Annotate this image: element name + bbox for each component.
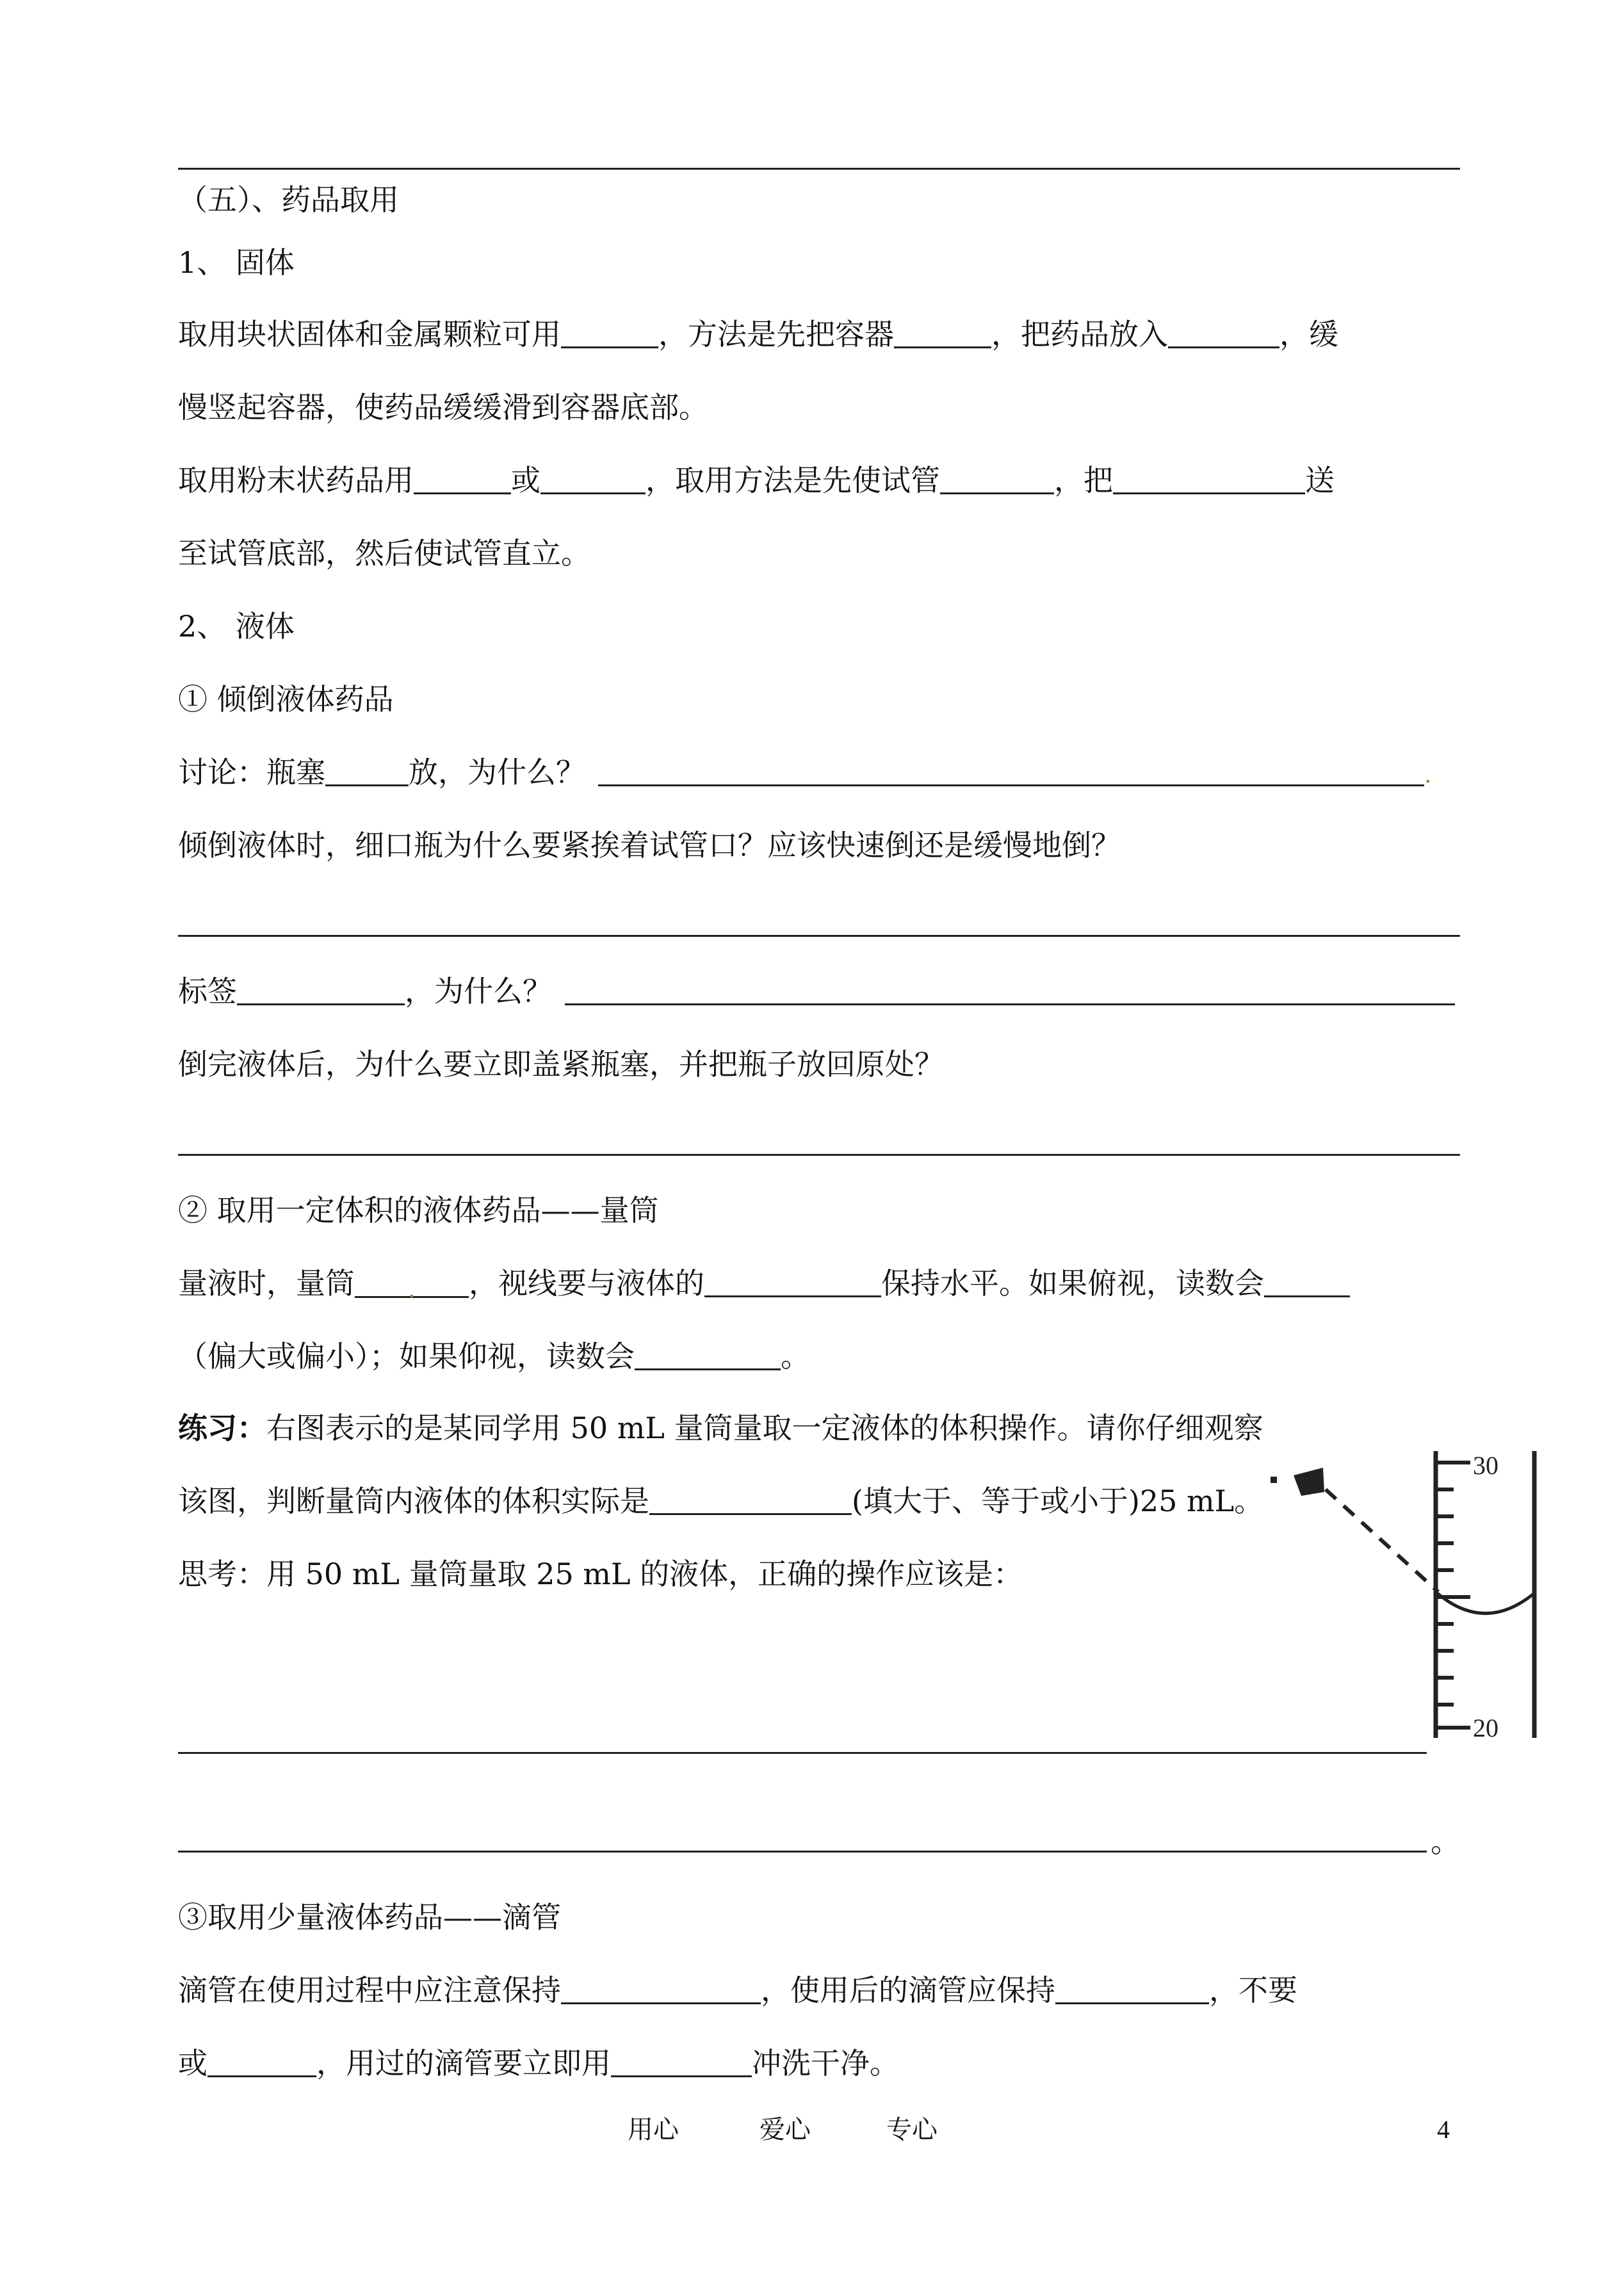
cylinder-heading: ② 取用一定体积的液体药品——量筒 bbox=[178, 1193, 659, 1228]
section-title: （五）、药品取用 bbox=[178, 182, 399, 217]
tick-label-30: 30 bbox=[1473, 1451, 1498, 1480]
blank-label-direction[interactable] bbox=[237, 975, 405, 1005]
blank-put-into[interactable] bbox=[1168, 318, 1279, 348]
blank-looking-up-reading[interactable] bbox=[635, 1340, 781, 1370]
label-line: 标签 ，为什么？ bbox=[178, 972, 1460, 1013]
eye-dot-icon bbox=[1271, 1477, 1277, 1483]
solid-line-1: 取用块状固体和金属颗粒可用 ，方法是先把容器 ，把药品放入 ，缓 bbox=[178, 317, 1338, 352]
solid-line-2: 慢竖起容器，使药品缓缓滑到容器底部。 bbox=[178, 390, 708, 425]
liquid-heading: 2、 液体 bbox=[178, 609, 295, 644]
blank-stopper-placement[interactable] bbox=[325, 756, 409, 786]
pour-question-2: 倒完液体后，为什么要立即盖紧瓶塞，并把瓶子放回原处？ bbox=[178, 1047, 944, 1082]
footer-motto-2: 爱心 bbox=[759, 2115, 811, 2145]
exercise-line-1: 练习：右图表示的是某同学用 50 mL 量筒量取一定液体的体积操作。请你仔细观察 bbox=[178, 1411, 1263, 1445]
measure-line-2: （偏大或偏小）；如果仰视，读数会 。 bbox=[178, 1339, 810, 1374]
blank-powder-tool-1[interactable] bbox=[414, 464, 511, 494]
blank-solid-tool[interactable] bbox=[561, 318, 658, 348]
answer-line-think-1[interactable] bbox=[178, 1752, 1427, 1754]
think-end-mark: 。 bbox=[1431, 1824, 1460, 1859]
blank-cylinder-placement[interactable]: . bbox=[355, 1268, 469, 1298]
tick-label-20: 20 bbox=[1473, 1714, 1498, 1742]
blank-dropper-avoid[interactable] bbox=[207, 2047, 316, 2077]
page-number: 4 bbox=[1437, 2115, 1450, 2144]
pour-question-1: 倾倒液体时，细口瓶为什么要紧挨着试管口？应该快速倒还是缓慢地倒？ bbox=[178, 828, 1121, 863]
solid-line-3: 取用粉末状药品用 或 ，取用方法是先使试管 ，把 送 bbox=[178, 463, 1335, 498]
header-rule bbox=[178, 168, 1460, 170]
dropper-heading: ③取用少量液体药品——滴管 bbox=[178, 1900, 561, 1934]
blank-actual-volume[interactable] bbox=[649, 1485, 852, 1515]
answer-line-think-2[interactable] bbox=[178, 1851, 1427, 1853]
blank-liquid-level[interactable] bbox=[704, 1267, 881, 1297]
blank-dropper-after-use[interactable] bbox=[1055, 1974, 1209, 2004]
solid-line-4: 至试管底部，然后使试管直立。 bbox=[178, 536, 590, 571]
blank-discuss-reason[interactable] bbox=[598, 756, 1424, 786]
blank-tube-position[interactable] bbox=[940, 464, 1054, 494]
dashed-sight-line bbox=[1326, 1489, 1438, 1592]
dropper-line-1: 滴管在使用过程中应注意保持 ，使用后的滴管应保持 ，不要 bbox=[178, 1973, 1297, 2007]
blank-dropper-during-use[interactable] bbox=[561, 1974, 761, 2004]
blank-label-reason[interactable] bbox=[565, 975, 1455, 1005]
solid-heading: 1、 固体 bbox=[178, 245, 295, 280]
blank-container-action[interactable] bbox=[894, 318, 991, 348]
answer-line-stopper[interactable] bbox=[178, 1154, 1460, 1156]
footer-motto-3: 专心 bbox=[886, 2115, 938, 2145]
measure-line-1: 量液时，量筒 . ，视线要与液体的 保持水平。如果俯视，读数会 bbox=[178, 1264, 1460, 1305]
exercise-line-2: 该图，判断量筒内液体的体积实际是 (填大于、等于或小于)25 mL。 bbox=[178, 1484, 1264, 1518]
sight-line-figure bbox=[1255, 1460, 1447, 1614]
blank-rinse-with[interactable] bbox=[611, 2047, 752, 2077]
discuss-line: 讨论：瓶塞 放，为什么？ . bbox=[178, 755, 1432, 790]
answer-line-pour[interactable] bbox=[178, 935, 1460, 937]
blank-powder-tool-2[interactable] bbox=[540, 464, 646, 494]
blank-send-what[interactable] bbox=[1113, 464, 1305, 494]
blank-looking-down-reading[interactable] bbox=[1264, 1267, 1350, 1297]
observer-eye-icon bbox=[1294, 1468, 1324, 1496]
think-line: 思考：用 50 mL 量筒量取 25 mL 的液体，正确的操作应该是： bbox=[178, 1557, 1023, 1591]
footer-motto-1: 用心 bbox=[628, 2115, 679, 2145]
pour-heading: ① 倾倒液体药品 bbox=[178, 682, 394, 717]
dropper-line-2: 或 ，用过的滴管要立即用 冲洗干净。 bbox=[178, 2046, 899, 2080]
